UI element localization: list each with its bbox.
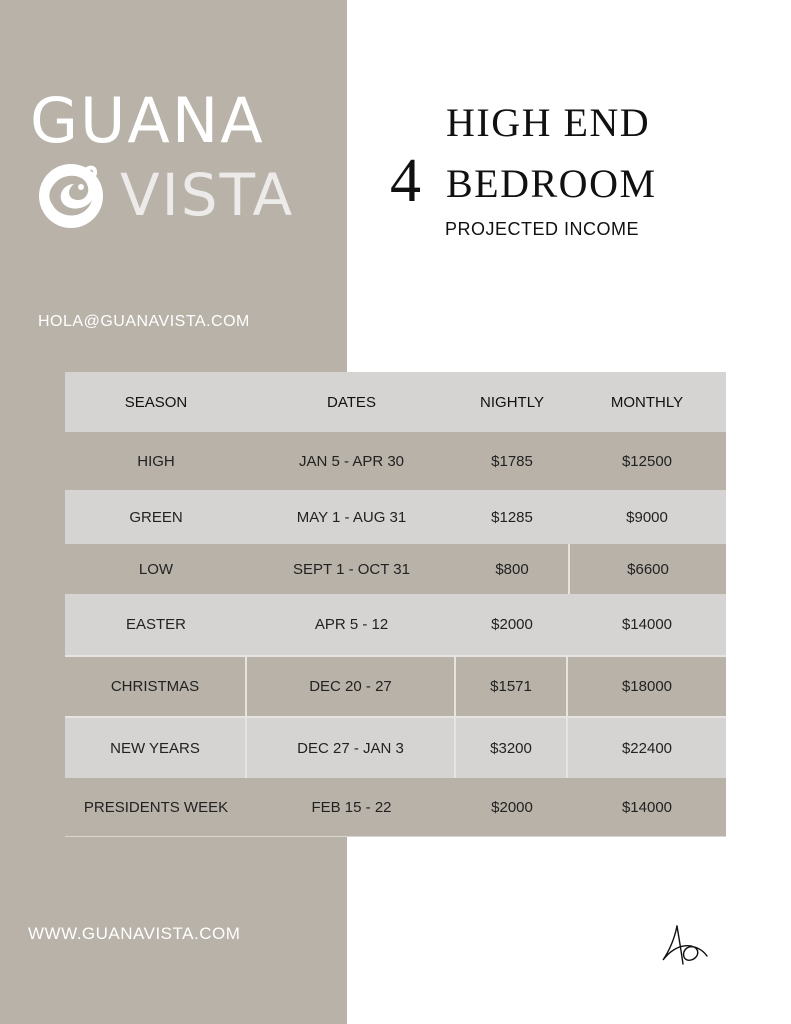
nightly-cell: $3200 [456, 718, 568, 778]
dates-cell: DEC 27 - JAN 3 [247, 718, 456, 778]
title-line2: BEDROOM [446, 161, 657, 206]
season-cell: NEW YEARS [65, 718, 247, 778]
monthly-cell: $9000 [626, 508, 668, 526]
dates-cell: DEC 20 - 27 [247, 657, 456, 716]
dates-cell: SEPT 1 - OCT 31 [293, 560, 410, 578]
bedroom-count: 4 [390, 147, 421, 215]
brand-name-line1: GUANA [30, 84, 265, 157]
table-row [65, 432, 726, 490]
header-season: SEASON [124, 393, 188, 411]
table-row [65, 778, 726, 836]
table-row [65, 544, 726, 594]
dates-cell: APR 5 - 12 [314, 616, 389, 633]
monthly-cell: $6600 [568, 544, 726, 594]
rate-table [65, 372, 726, 837]
season-cell: CHRISTMAS [65, 657, 247, 716]
dates-cell: JAN 5 - APR 30 [298, 452, 405, 470]
season-cell: LOW [138, 560, 174, 578]
brand-name-line2: VISTA [120, 161, 295, 229]
monthly-cell: $18000 [621, 678, 673, 695]
title-line1: HIGH END [446, 100, 651, 145]
table-row [65, 655, 726, 716]
season-cell: HIGH [137, 452, 175, 470]
monthly-cell: $22400 [621, 739, 673, 757]
dates-cell: MAY 1 - AUG 31 [296, 508, 407, 526]
header-dates: DATES [327, 393, 376, 411]
nightly-cell: $2000 [491, 616, 533, 633]
header-nightly: NIGHTLY [480, 393, 544, 411]
nightly-cell: $2000 [491, 798, 533, 816]
season-cell: GREEN [129, 508, 183, 526]
nightly-cell: $1571 [456, 657, 568, 716]
subtitle: PROJECTED INCOME [445, 219, 640, 239]
season-cell: EASTER [125, 616, 186, 633]
dates-cell: FEB 15 - 22 [311, 798, 392, 816]
nightly-cell: $1785 [491, 452, 533, 470]
nightly-cell: $800 [495, 560, 529, 578]
monthly-cell: $14000 [621, 616, 673, 633]
signature-icon [655, 918, 715, 968]
header-monthly: MONTHLY [610, 393, 684, 411]
contact-email[interactable]: HOLA@GUANAVISTA.COM [38, 313, 250, 330]
nightly-cell: $1285 [491, 508, 533, 526]
bird-emblem-icon [34, 160, 108, 230]
table-header-row [65, 372, 726, 432]
table-row [65, 716, 726, 778]
table-row [65, 490, 726, 544]
monthly-cell: $14000 [621, 798, 673, 816]
table-row [65, 594, 726, 655]
season-cell: PRESIDENTS WEEK [83, 798, 229, 816]
website-link[interactable]: WWW.GUANAVISTA.COM [28, 924, 241, 943]
monthly-cell: $12500 [621, 452, 673, 470]
